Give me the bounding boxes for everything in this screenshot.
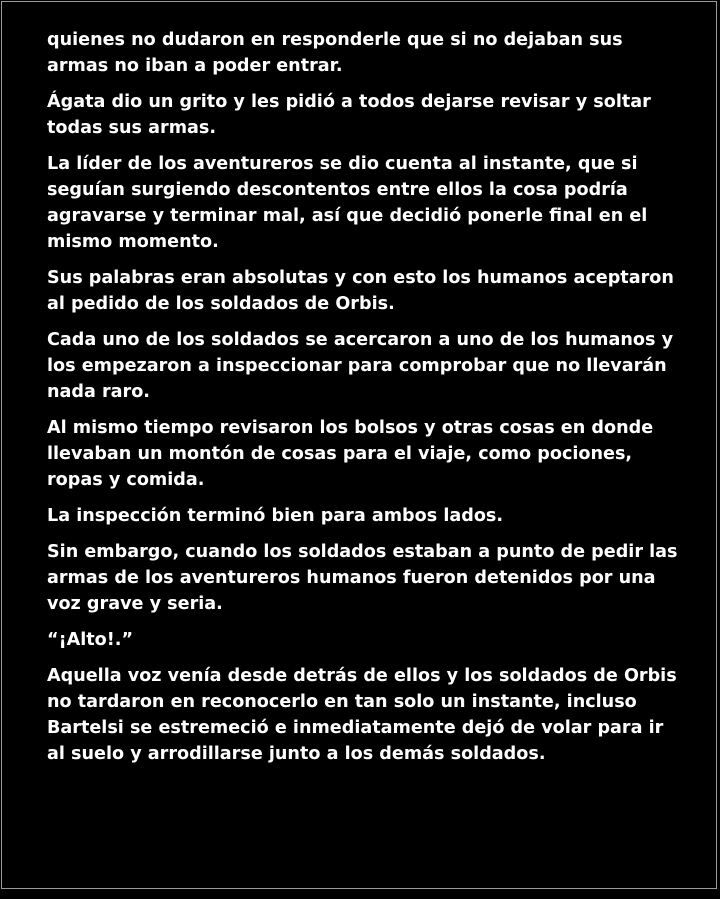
page-frame — [1, 1, 717, 889]
paragraph-2: Ágata dio un grito y les pidió a todos dejarse revisar y soltar todas sus armas. — [47, 92, 651, 138]
paragraph-6: Al mismo tiempo revisaron los bolsos y otras cosas en donde llevaban un montón de cosas para el viaje, como pociones, ropas y comida. — [47, 418, 654, 490]
paragraph-5: Cada uno de los soldados se acercaron a uno de los humanos y los empezaron a inspeccionar para comprobar que no llevarán nada raro. — [47, 330, 674, 402]
paragraph-4: Sus palabras eran absolutas y con esto los humanos aceptaron al pedido de los soldados de Orbis. — [47, 268, 674, 314]
paragraph-1: quienes no dudaron en responderle que si no dejaban sus armas no iban a poder entrar. — [47, 30, 623, 76]
text-body — [47, 27, 687, 777]
paragraph-9: “¡Alto!.” — [47, 630, 134, 650]
paragraph-8: Sin embargo, cuando los soldados estaban a punto de pedir las armas de los aventureros humanos fueron detenidos por una voz grave y seria. — [47, 542, 678, 614]
paragraph-10: Aquella voz venía desde detrás de ellos y los soldados de Orbis no tardaron en reconocerlo en tan solo un instante, incluso Bartelsi se estremeció e inmediatamente dejó de volar para ir al suelo y arrodillarse junto a los demás soldados. — [47, 666, 677, 764]
paragraph-3: La líder de los aventureros se dio cuenta al instante, que si seguían surgiendo descontentos entre ellos la cosa podría agravarse y terminar mal, así que decidió ponerle final en el mismo momento. — [47, 154, 648, 252]
paragraph-7: La inspección terminó bien para ambos lados. — [47, 506, 504, 526]
